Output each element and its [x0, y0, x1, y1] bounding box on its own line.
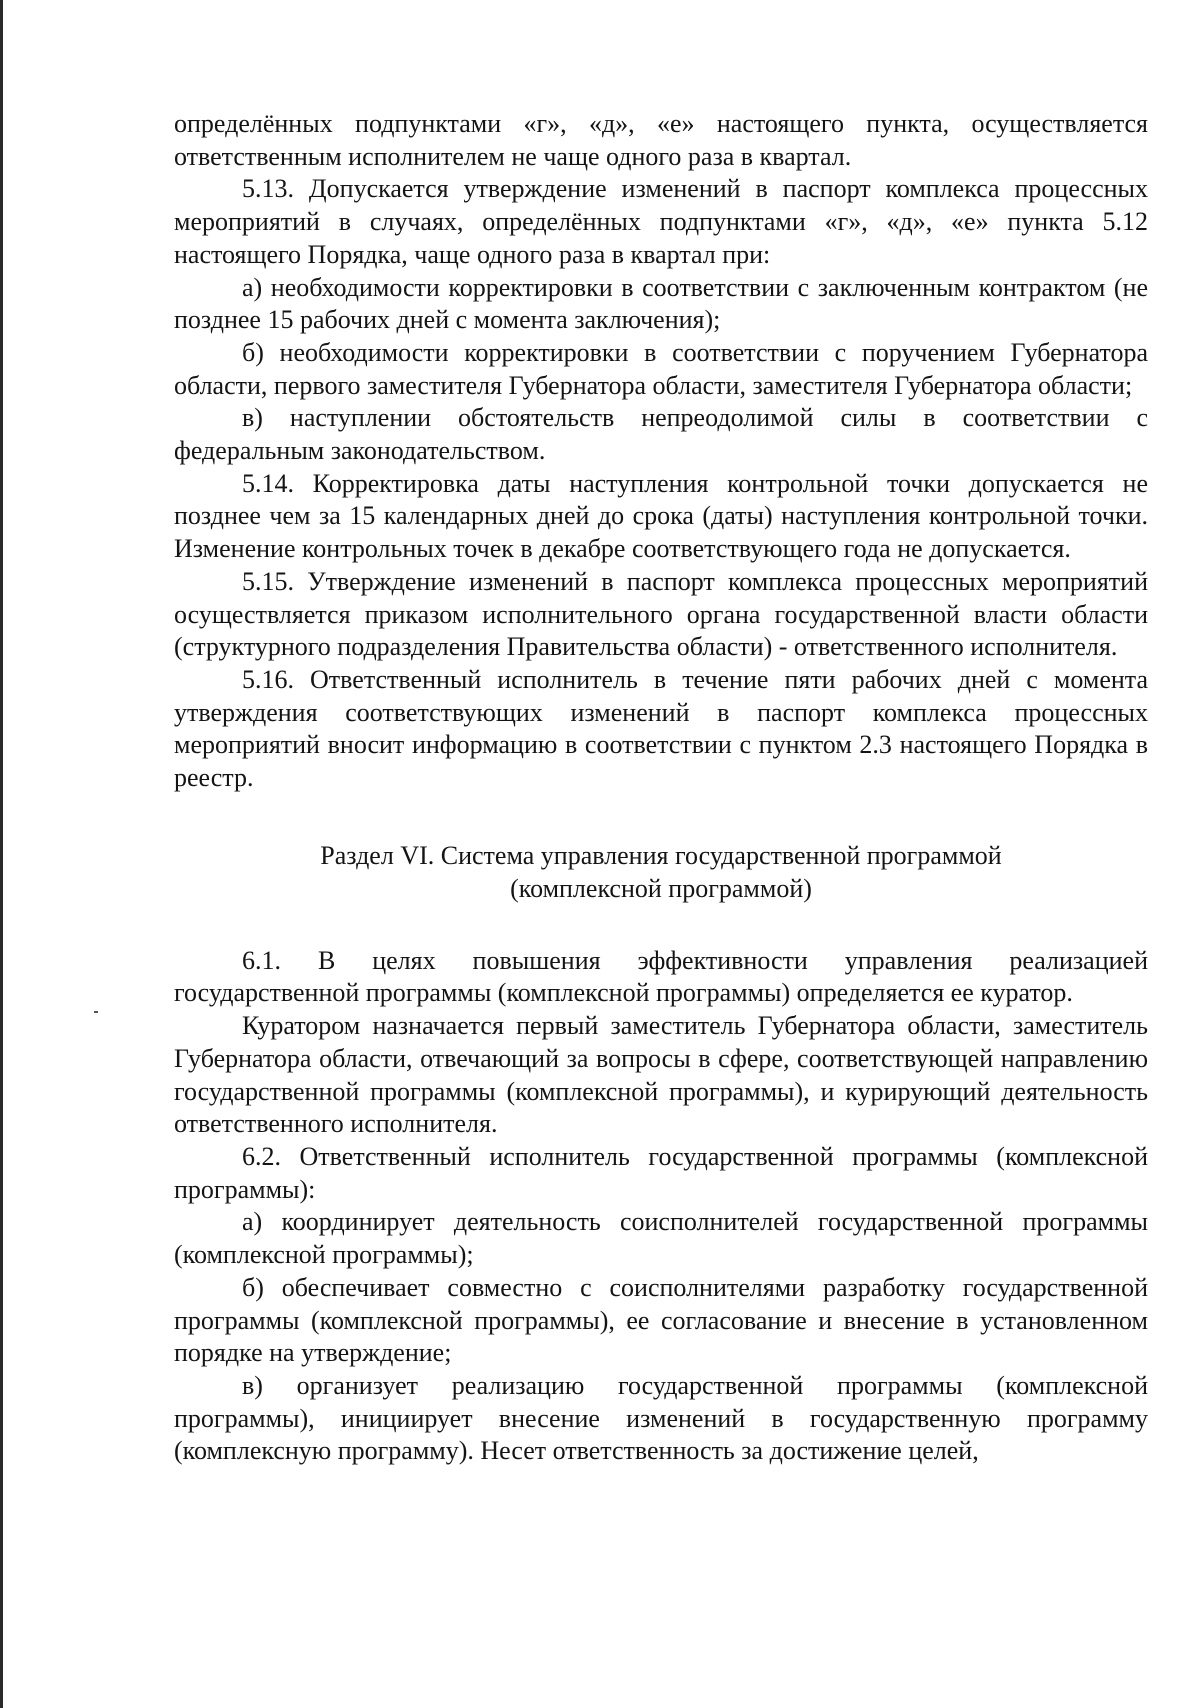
paragraph-6-2-a: а) координирует деятельность соисполнителей государственной программы (комплексной программы);	[174, 1207, 1148, 1270]
paragraph-5-13-a: а) необходимости корректировки в соответствии с заключенным контрактом (не позднее 15 рабочих дней с момента заключения);	[174, 272, 1148, 335]
paragraph-5-15: 5.15. Утверждение изменений в паспорт комплекса процессных мероприятий осуществляется приказом исполнительного органа государственной власти области (структурного подразделения Правительства области) - ответственного исполнителя.	[174, 566, 1148, 662]
paragraphs-bottom	[174, 945, 1148, 1468]
document-page	[174, 108, 1148, 1468]
paragraph-5-13-c: в) наступлении обстоятельств непреодолимой силы в соответствии с федеральным законодательством.	[174, 403, 1148, 466]
section-heading-line-2: (комплексной программой)	[510, 873, 812, 903]
paragraph-6-2-c: в) организует реализацию государственной программы (комплексной программы), инициирует внесение изменений в государственную программу (комплексную программу). Несет ответственность за достижение целей,	[174, 1370, 1148, 1466]
paragraphs-top	[174, 108, 1148, 795]
paragraph-5-14: 5.14. Корректировка даты наступления контрольной точки допускается не позднее чем за 15 календарных дней до срока (даты) наступления контрольной точки. Изменение контрольных точек в декабре соответствующего года не допускается.	[174, 468, 1148, 564]
scan-speck	[94, 1011, 98, 1013]
paragraph-6-2-b: б) обеспечивает совместно с соисполнителями разработку государственной программы (комплексной программы), ее согласование и внесение в установленном порядке на утверждение;	[174, 1272, 1148, 1368]
paragraph-6-2: 6.2. Ответственный исполнитель государственной программы (комплексной программы):	[174, 1141, 1148, 1204]
paragraph-5-12-end: определённых подпунктами «г», «д», «е» настоящего пункта, осуществляется ответственным исполнителем не чаще одного раза в квартал.	[174, 109, 1148, 171]
scan-edge-line	[0, 0, 3, 1708]
paragraph-5-16: 5.16. Ответственный исполнитель в течение пяти рабочих дней с момента утверждения соответствующих изменений в паспорт комплекса процессных мероприятий вносит информацию в соответствии с пунктом 2.3 настоящего Порядка в реестр.	[174, 664, 1148, 793]
section-heading-line-1: Раздел VI. Система управления государственной программой	[320, 840, 1002, 870]
paragraph-5-13: 5.13. Допускается утверждение изменений в паспорт комплекса процессных мероприятий в случаях, определённых подпунктами «г», «д», «е» пункта 5.12 настоящего Порядка, чаще одного раза в квартал при:	[174, 174, 1148, 269]
section-heading	[174, 839, 1148, 905]
paragraph-curator: Куратором назначается первый заместитель Губернатора области, заместитель Губернатора области, отвечающий за вопросы в сфере, соответствующей направлению государственной программы (комплексной программы), и курирующий деятельность ответственного исполнителя.	[174, 1011, 1148, 1139]
paragraph-5-13-b: б) необходимости корректировки в соответствии с поручением Губернатора области, первого заместителя Губернатора области, заместителя Губернатора области;	[174, 337, 1148, 400]
paragraph-6-1: 6.1. В целях повышения эффективности управления реализацией государственной программы (комплексной программы) определяется ее куратор.	[174, 945, 1148, 1008]
